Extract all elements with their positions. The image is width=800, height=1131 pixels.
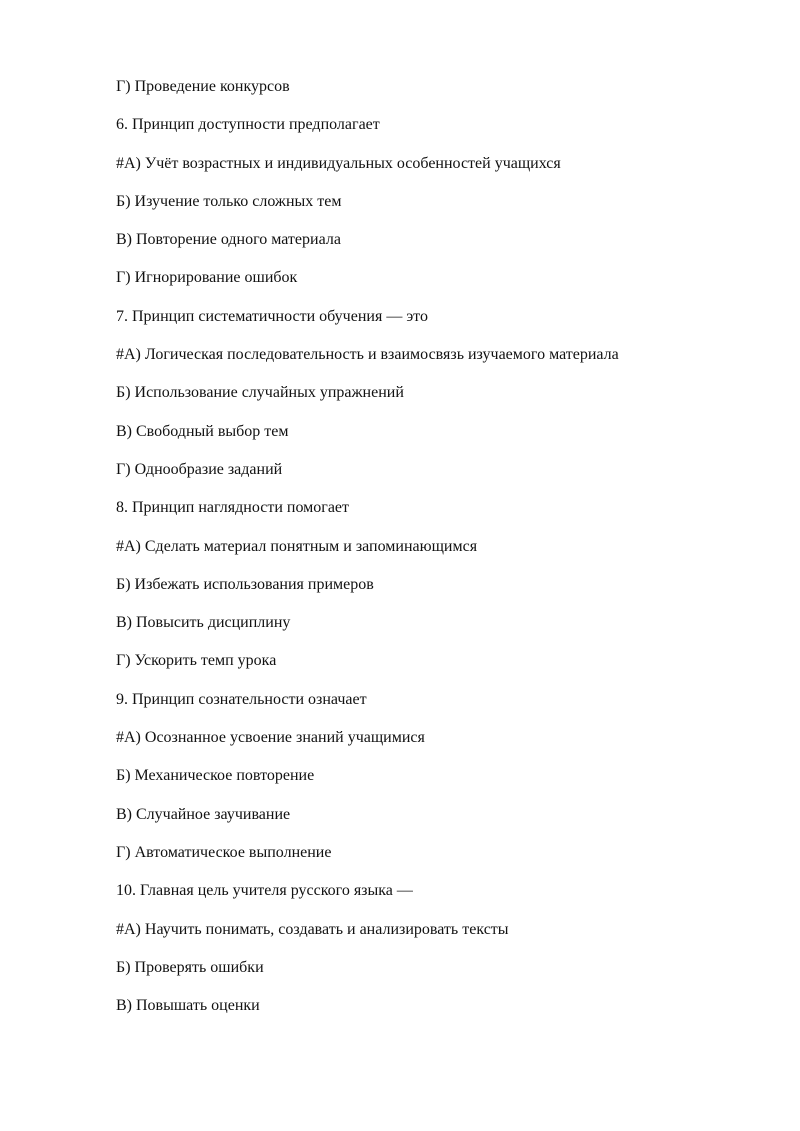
- answer-option: Б) Механическое повторение: [116, 767, 315, 785]
- correct-answer-option: #А) Учёт возрастных и индивидуальных особенностей учащихся: [116, 154, 561, 172]
- answer-option: Б) Проверять ошибки: [116, 958, 264, 976]
- answer-option: В) Свободный выбор тем: [116, 422, 289, 440]
- question: 9. Принцип сознательности означает: [116, 690, 367, 708]
- question: 7. Принцип систематичности обучения — это: [116, 307, 428, 325]
- correct-answer-option: #А) Научить понимать, создавать и анализировать тексты: [116, 920, 509, 938]
- answer-option: Б) Использование случайных упражнений: [116, 384, 404, 402]
- correct-answer-option: #А) Сделать материал понятным и запоминающимся: [116, 537, 478, 555]
- correct-answer-option: #А) Осознанное усвоение знаний учащимися: [116, 729, 425, 747]
- answer-option: В) Повторение одного материала: [116, 231, 341, 249]
- answer-option: Б) Изучение только сложных тем: [116, 192, 342, 210]
- answer-option: В) Повысить дисциплину: [116, 614, 291, 632]
- question: 8. Принцип наглядности помогает: [116, 499, 350, 517]
- question: 6. Принцип доступности предполагает: [116, 116, 380, 134]
- answer-option: В) Случайное заучивание: [116, 805, 291, 823]
- answer-option: В) Повышать оценки: [116, 997, 260, 1015]
- answer-option: Г) Автоматическое выполнение: [116, 843, 332, 861]
- question: 10. Главная цель учителя русского языка —: [116, 882, 413, 900]
- document-body: [116, 75, 756, 1032]
- answer-option: Г) Ускорить темп урока: [116, 652, 277, 670]
- answer-option: Г) Игнорирование ошибок: [116, 269, 298, 287]
- answer-option: Г) Однообразие заданий: [116, 460, 283, 478]
- answer-option: Г) Проведение конкурсов: [116, 78, 290, 95]
- correct-answer-option: #А) Логическая последовательность и взаимосвязь изучаемого материала: [116, 346, 619, 364]
- answer-option: Б) Избежать использования примеров: [116, 575, 374, 593]
